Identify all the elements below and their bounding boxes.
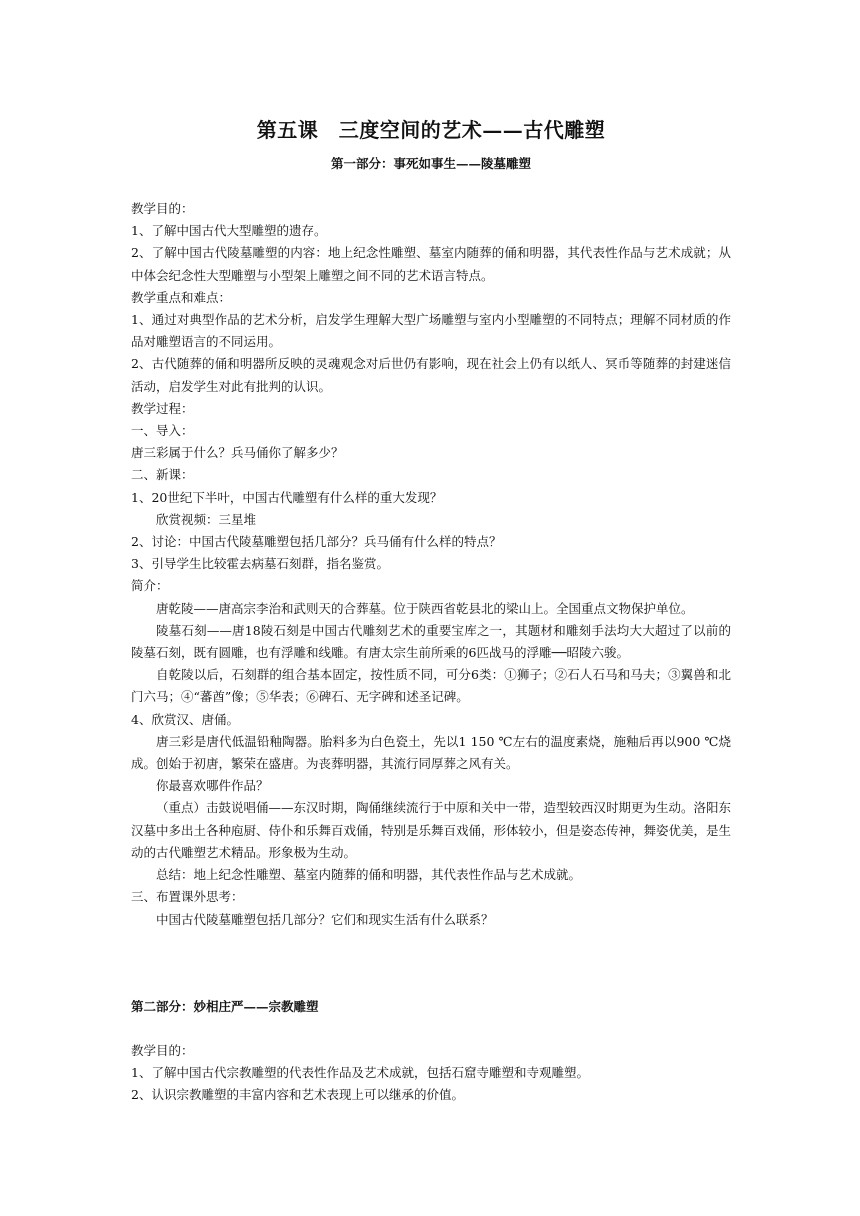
part1-paragraph: （重点）击鼓说唱俑——东汉时期，陶俑继续流行于中原和关中一带，造型较西汉时期更为生动。洛阳东汉墓中多出土各种庖厨、侍仆和乐舞百戏俑，特别是乐舞百戏俑，形体较小，但是姿态传神，舞姿优美，是生动的古代雕塑艺术精品。形象极为生动。 — [131, 800, 732, 860]
part1-body — [131, 198, 731, 931]
part1-paragraph: 2、古代随葬的俑和明器所反映的灵魂观念对后世仍有影响，现在社会上仍有以纸人、冥币等随葬的封建迷信活动，启发学生对此有批判的认识。 — [131, 356, 731, 394]
part1-paragraph: 2、讨论：中国古代陵墓雕塑包括几部分？兵马俑有什么样的特点？ — [131, 534, 502, 550]
part1-paragraph: 中国古代陵墓雕塑包括几部分？它们和现实生活有什么联系？ — [156, 911, 494, 927]
part1-paragraph: 唐三彩属于什么？兵马俑你了解多少？ — [131, 445, 344, 461]
part1-paragraph: 教学重点和难点： — [131, 289, 232, 305]
part1-paragraph: 二、新课： — [131, 467, 194, 483]
part2-paragraph: 教学目的： — [131, 1042, 194, 1058]
part2-paragraph: 1、了解中国古代宗教雕塑的代表性作品及艺术成就，包括石窟寺雕塑和寺观雕塑。 — [131, 1065, 589, 1081]
part1-paragraph: 三、布置课外思考： — [131, 889, 244, 905]
part2-heading: 第二部分：妙相庄严——宗教雕塑 — [131, 998, 319, 1014]
part1-heading: 第一部分：事死如事生——陵墓雕塑 — [330, 156, 531, 171]
section-gap — [131, 1018, 731, 1040]
part2-body — [131, 1040, 731, 1107]
part1-paragraph: 你最喜欢哪件作品？ — [156, 778, 269, 794]
part1-paragraph: 欣赏视频：三星堆 — [156, 511, 257, 527]
part1-paragraph: 自乾陵以后，石刻群的组合基本固定，按性质不同，可分6类：①狮子；②石人石马和马夫；③翼兽和北门六马；④“蕃酋”像；⑤华表；⑥碑石、无字碑和述圣记碑。 — [131, 667, 731, 705]
part1-paragraph: 简介： — [131, 578, 169, 594]
part1-paragraph: 唐三彩是唐代低温铅釉陶器。胎料多为白色瓷土，先以1 150 ℃左右的温度素烧，施釉后再以900 ℃烧成。创始于初唐，繁荣在盛唐。为丧葬明器，其流行同厚葬之风有关。 — [131, 733, 731, 772]
part1-paragraph: 2、了解中国古代陵墓雕塑的内容：地上纪念性雕塑、墓室内随葬的俑和明器，其代表性作品与艺术成就；从中体会纪念性大型雕塑与小型架上雕塑之间不同的艺术语言特点。 — [131, 245, 731, 283]
part1-paragraph: 4、欣赏汉、唐俑。 — [131, 711, 239, 727]
part2-paragraph: 2、认识宗教雕塑的丰富内容和艺术表现上可以继承的价值。 — [131, 1087, 464, 1103]
document-body — [131, 198, 731, 1107]
part1-paragraph: 唐乾陵——唐高宗李治和武则天的合葬墓。位于陕西省乾县北的梁山上。全国重点文物保护单位。 — [156, 600, 694, 616]
part1-paragraph: 教学过程： — [131, 400, 194, 416]
part1-paragraph: 3、引导学生比较霍去病墓石刻群，指名鉴赏。 — [131, 556, 389, 572]
part1-paragraph: 1、了解中国古代大型雕塑的遗存。 — [131, 223, 327, 239]
part1-paragraph: 总结：地上纪念性雕塑、墓室内随葬的俑和明器，其代表性作品与艺术成就。 — [156, 867, 582, 883]
part1-paragraph: 教学目的： — [131, 201, 194, 216]
part1-paragraph: 一、导入： — [131, 423, 194, 439]
part1-paragraph: 1、通过对典型作品的艺术分析，启发学生理解大型广场雕塑与室内小型雕塑的不同特点；理解不同材质的作品对雕塑语言的不同运用。 — [131, 312, 731, 350]
part1-paragraph: 1、20世纪下半叶，中国古代雕塑有什么样的重大发现？ — [131, 489, 443, 505]
lesson-title: 第五课 三度空间的艺术——古代雕塑 — [256, 118, 606, 142]
section-gap — [131, 931, 731, 996]
part1-paragraph: 陵墓石刻——唐18陵石刻是中国古代雕刻艺术的重要宝库之一，其题材和雕刻手法均大大超过了以前的陵墓石刻，既有圆雕，也有浮雕和线雕。有唐太宗生前所乘的6匹战马的浮雕──昭陵六骏。 — [131, 622, 731, 661]
